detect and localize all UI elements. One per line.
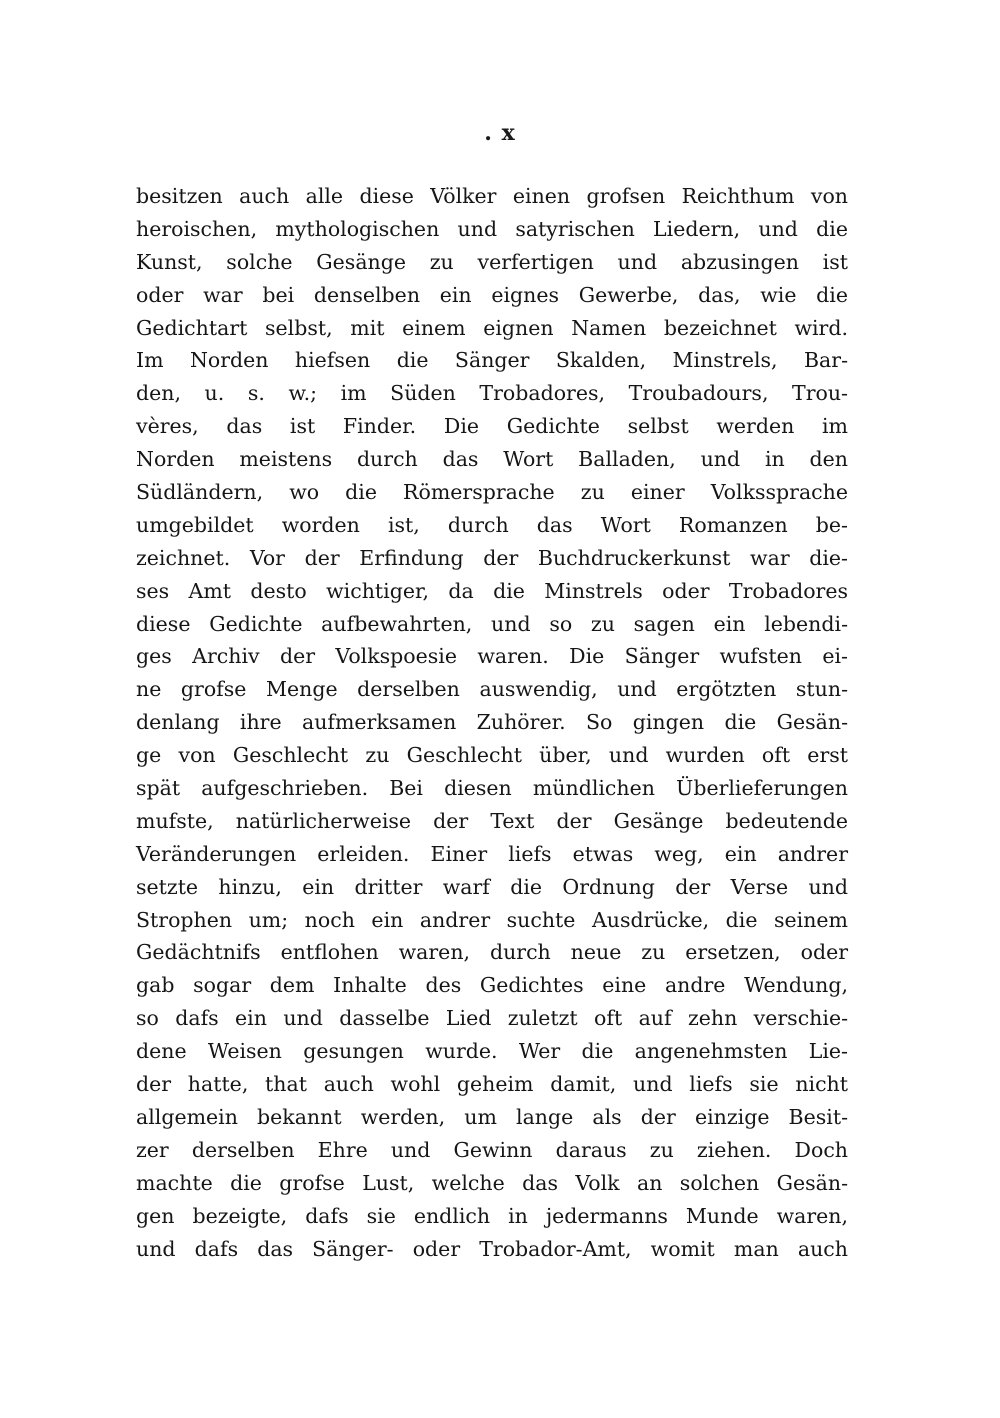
text-line: dene Weisen gesungen wurde. Wer die angenehmsten Lie- <box>136 1039 848 1064</box>
text-line: so dafs ein und dasselbe Lied zuletzt oft auf zehn verschie- <box>136 1006 848 1031</box>
text-line: Strophen um; noch ein andrer suchte Ausdrücke, die seinem <box>136 907 848 932</box>
text-line: und dafs das Sänger- oder Trobador-Amt, womit man auch <box>136 1236 848 1261</box>
text-line: Veränderungen erleiden. Einer liefs etwas weg, ein andrer <box>136 841 848 866</box>
text-line: gab sogar dem Inhalte des Gedichtes eine andre Wendung, <box>136 973 848 998</box>
text-line: ne grofse Menge derselben auswendig, und ergötzten stun- <box>136 677 848 702</box>
text-line: allgemein bekannt werden, um lange als der einzige Besit- <box>136 1104 848 1129</box>
text-line: ses Amt desto wichtiger, da die Minstrels oder Trobadores <box>136 578 848 603</box>
text-line: vères, das ist Finder. Die Gedichte selbst werden im <box>136 414 848 439</box>
text-line: zeichnet. Vor der Erfindung der Buchdruckerkunst war die- <box>136 545 848 570</box>
text-line: Gedichtart selbst, mit einem eignen Namen bezeichnet wird. <box>136 315 848 340</box>
text-line: Südländern, wo die Römersprache zu einer Volkssprache <box>136 480 848 505</box>
text-line: setzte hinzu, ein dritter warf die Ordnung der Verse und <box>136 874 848 899</box>
text-line: ges Archiv der Volkspoesie waren. Die Sänger wufsten ei- <box>136 644 848 669</box>
text-line: den, u. s. w.; im Süden Trobadores, Troubadours, Trou- <box>136 381 848 406</box>
text-line: Kunst, solche Gesänge zu verfertigen und abzusingen ist <box>136 249 848 274</box>
text-line: oder war bei denselben ein eignes Gewerbe, das, wie die <box>136 282 848 307</box>
text-line: umgebildet worden ist, durch das Wort Romanzen be- <box>136 512 848 537</box>
text-line: denlang ihre aufmerksamen Zuhörer. So gingen die Gesän- <box>136 710 848 735</box>
page-number: . x <box>484 120 516 146</box>
text-line: diese Gedichte aufbewahrten, und so zu sagen ein lebendi- <box>136 611 848 636</box>
text-line: gen bezeigte, dafs sie endlich in jedermanns Munde waren, <box>136 1203 848 1228</box>
text-line: ge von Geschlecht zu Geschlecht über, und wurden oft erst <box>136 743 848 768</box>
text-line: heroischen, mythologischen und satyrischen Liedern, und die <box>136 216 848 241</box>
text-line: Gedächtnifs entflohen waren, durch neue zu ersetzen, oder <box>136 940 848 965</box>
body-text <box>136 180 848 1265</box>
text-line: spät aufgeschrieben. Bei diesen mündlichen Überlieferungen <box>136 776 848 801</box>
text-line: mufste, natürlicherweise der Text der Gesänge bedeutende <box>136 808 848 833</box>
text-line: machte die grofse Lust, welche das Volk an solchen Gesän- <box>136 1170 848 1195</box>
text-line: der hatte, that auch wohl geheim damit, und liefs sie nicht <box>136 1072 848 1097</box>
text-line: Im Norden hiefsen die Sänger Skalden, Minstrels, Bar- <box>136 348 848 373</box>
text-line: besitzen auch alle diese Völker einen grofsen Reichthum von <box>136 184 848 208</box>
text-line: Norden meistens durch das Wort Balladen, und in den <box>136 447 848 472</box>
text-line: zer derselben Ehre und Gewinn daraus zu ziehen. Doch <box>136 1137 848 1162</box>
